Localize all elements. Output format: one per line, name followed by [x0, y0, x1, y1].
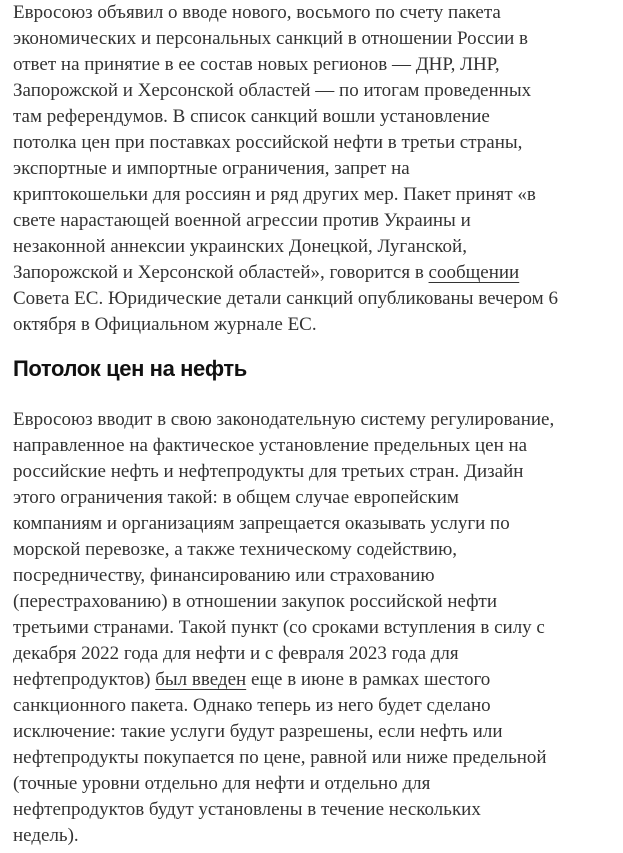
text-segment: морской перевозке, а также техническому содействию,: [13, 539, 458, 560]
text-line: [13, 511, 554, 537]
text-line: [13, 26, 558, 52]
oil-price-cap-paragraph: [13, 407, 554, 849]
text-line: [13, 78, 558, 104]
text-line: [13, 823, 554, 849]
text-line: [13, 433, 554, 459]
text-line: [13, 485, 554, 511]
text-segment: компаниям и организациям запрещается оказывать услуги по: [13, 513, 510, 534]
text-line: [13, 0, 558, 26]
text-line: [13, 537, 554, 563]
inline-link[interactable]: сообщении: [428, 262, 520, 283]
text-segment: нефтепродуктов будут установлены в течение нескольких: [13, 799, 481, 820]
text-line: [13, 104, 558, 130]
text-line: [13, 156, 558, 182]
text-segment: там референдумов. В список санкций вошли установление: [13, 106, 490, 127]
text-segment: нефтепродукты покупается по цене, равной или ниже предельной: [13, 747, 547, 768]
text-segment: экономических и персональных санкций в отношении России в: [13, 28, 529, 49]
text-segment: октября в Официальном журнале ЕС.: [13, 314, 317, 335]
text-line: [13, 771, 554, 797]
text-line: [13, 745, 554, 771]
text-line: [13, 286, 558, 312]
text-segment: Запорожской и Херсонской областей — по итогам проведенных: [13, 80, 532, 101]
text-line: [13, 797, 554, 823]
text-segment: (точные уровни отдельно для нефти и отдельно для: [13, 773, 431, 794]
text-line: [13, 719, 554, 745]
text-segment: еще в июне в рамках шестого: [246, 669, 491, 690]
text-segment: этого ограничения такой: в общем случае европейским: [13, 487, 459, 508]
text-line: [13, 667, 554, 693]
text-segment: экспортные и импортные ограничения, запрет на: [13, 158, 410, 179]
text-segment: исключение: такие услуги будут разрешены, если нефть или: [13, 721, 503, 742]
text-segment: Запорожской и Херсонской областей», говорится в: [13, 262, 429, 283]
inline-link[interactable]: был введен: [155, 669, 247, 690]
text-segment: Совета ЕС. Юридические детали санкций опубликованы вечером 6: [13, 288, 558, 309]
text-line: [13, 52, 558, 78]
text-line: [13, 130, 558, 156]
text-segment: незаконной аннексии украинских Донецкой, Луганской,: [13, 236, 467, 257]
text-line: [13, 459, 554, 485]
text-line: [13, 260, 558, 286]
text-segment: посредничеству, финансированию или страхованию: [13, 565, 435, 586]
text-line: [13, 312, 558, 338]
text-line: [13, 615, 554, 641]
text-segment: направленное на фактическое установление предельных цен на: [13, 435, 528, 456]
text-segment: санкционного пакета. Однако теперь из него будет сделано: [13, 695, 491, 716]
text-line: [13, 589, 554, 615]
section-heading: Потолок цен на нефть: [13, 356, 247, 381]
text-line: [13, 563, 554, 589]
text-line: [13, 234, 558, 260]
text-segment: (перестрахованию) в отношении закупок российской нефти: [13, 591, 497, 612]
text-segment: декабря 2022 года для нефти и с февраля 2023 года для: [13, 643, 459, 664]
text-segment: потолка цен при поставках российской нефти в третьи страны,: [13, 132, 523, 153]
text-segment: российские нефть и нефтепродукты для третьих стран. Дизайн: [13, 461, 524, 482]
intro-paragraph: [13, 0, 558, 338]
text-segment: свете нарастающей военной агрессии против Украины и: [13, 210, 471, 231]
text-segment: нефтепродуктов): [13, 669, 156, 690]
text-line: [13, 641, 554, 667]
text-segment: недель).: [13, 825, 79, 846]
text-segment: Евросоюз объявил о вводе нового, восьмого по счету пакета: [13, 2, 501, 23]
text-segment: Евросоюз вводит в свою законодательную систему регулирование,: [13, 409, 555, 430]
text-line: [13, 407, 554, 433]
text-line: [13, 182, 558, 208]
text-segment: ответ на принятие в ее состав новых регионов — ДНР, ЛНР,: [13, 54, 500, 75]
text-segment: криптокошельки для россиян и ряд других мер. Пакет принят «в: [13, 184, 536, 205]
text-line: [13, 208, 558, 234]
text-line: [13, 693, 554, 719]
text-segment: третьими странами. Такой пункт (со сроками вступления в силу с: [13, 617, 545, 638]
